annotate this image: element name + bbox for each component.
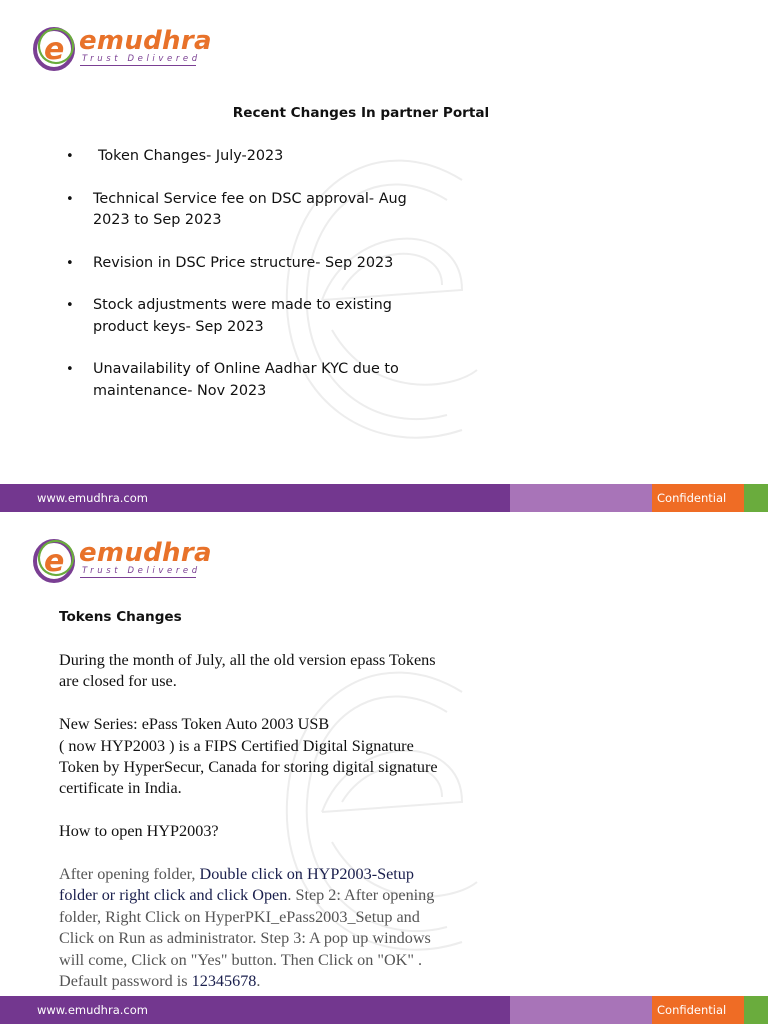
logo-underline [80,577,196,578]
logo-underline [80,65,196,66]
list-item: • Technical Service fee on DSC approval- Aug 2023 to Sep 2023 [66,190,407,228]
bullet-icon: • [66,255,74,271]
bullet-icon: • [66,362,74,377]
bullet-icon: • [66,191,74,207]
svg-text:e: e [44,544,65,579]
instructions-paragraph: After opening folder, Double click on HYP2003-Setup folder or right click and click Open. Step 2: After opening folder, Right Click on HyperPKI_ePass2003_Setup and Click on Run as administrator. Step 3: A pop up windows will come, Click on "Yes" button. Then Click on "OK" . Default password is 12345678. [59,865,435,991]
logo-tagline: Trust Delivered [82,566,201,576]
list-item: • Token Changes- July-2023 [66,146,426,168]
bullet-icon: • [66,149,74,164]
slide-title: Tokens Changes [59,609,182,625]
slide-footer [0,996,768,1024]
logo-wordmark: emudhra [79,26,212,56]
paragraph: During the month of July, all the old version epass Tokens are closed for use. [59,651,436,691]
confidential-label: Confidential [657,491,727,505]
emudhra-logo [32,534,212,586]
list-item: • Revision in DSC Price structure- Sep 2023 [66,253,426,275]
emudhra-logo [32,22,212,74]
changes-list [66,146,426,402]
footer-url: www.emudhra.com [37,1003,148,1017]
paragraph: How to open HYP2003? [59,822,219,841]
emudhra-e-logo-icon [32,22,82,72]
list-item: • Unavailability of Online Aadhar KYC due to maintenance- Nov 2023 [66,361,399,399]
slide-title: Recent Changes In partner Portal [232,105,490,121]
list-item: • Stock adjustments were made to existing product keys- Sep 2023 [66,297,392,335]
svg-text:e: e [44,32,65,67]
logo-wordmark: emudhra [79,538,212,568]
paragraph: New Series: ePass Token Auto 2003 USB ( now HYP2003 ) is a FIPS Certified Digital Signature Token by HyperSecur, Canada for storing digital signature certificate in India. [59,715,438,798]
emudhra-e-logo-icon [32,534,82,584]
slide-2 [0,512,768,1024]
slide-footer [0,484,768,512]
confidential-label: Confidential [657,1003,727,1017]
bullet-icon: • [66,298,74,313]
slide-body [59,650,489,1014]
footer-url: www.emudhra.com [37,491,148,505]
logo-tagline: Trust Delivered [82,54,201,64]
